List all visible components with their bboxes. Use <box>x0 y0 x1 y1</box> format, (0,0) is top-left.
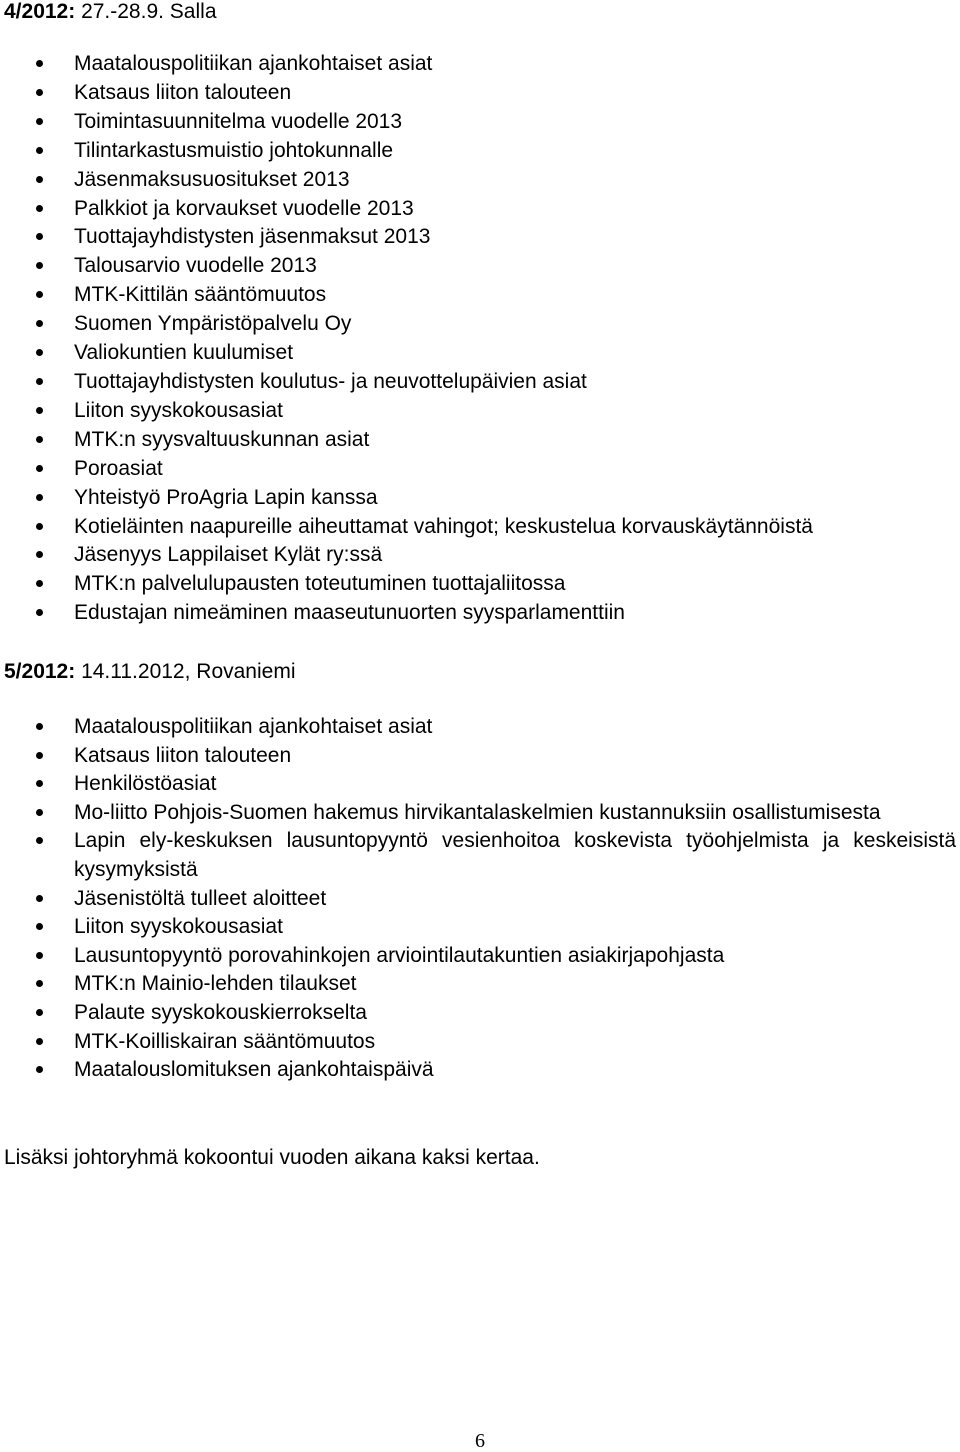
list-item-text: Maatalouslomituksen ajankohtaispäivä <box>74 1058 434 1082</box>
list-item-text: Lausuntopyyntö porovahinkojen arviointilautakuntien asiakirjapohjasta <box>74 943 725 967</box>
bullet-icon <box>36 1009 43 1016</box>
bullet-icon <box>36 407 43 414</box>
list-item <box>0 223 960 252</box>
list-item-text: Maatalouspolitiikan ajankohtaiset asiat <box>74 715 433 738</box>
bullet-icon <box>36 980 43 987</box>
bullet-icon <box>36 349 43 356</box>
bullet-icon <box>36 118 43 125</box>
list-item <box>0 513 960 542</box>
list-item-text: Liiton syyskokousasiat <box>74 915 283 939</box>
bullet-icon <box>36 233 43 240</box>
list-item <box>0 195 960 224</box>
meeting-number: 5/2012: <box>4 660 76 683</box>
list-item-text: Toimintasuunnitelma vuodelle 2013 <box>74 109 403 133</box>
list-item-text: Liiton syyskokousasiat <box>74 398 283 422</box>
list-item <box>0 1056 960 1085</box>
list-item <box>0 310 960 339</box>
bullet-icon <box>36 551 43 558</box>
list-item-text: Kotieläinten naapureille aiheuttamat vahingot; keskustelua korvauskäytännöistä <box>74 514 813 538</box>
list-item-text: Jäsenistöltä tulleet aloitteet <box>74 886 327 910</box>
list-item-text: Palkkiot ja korvaukset vuodelle 2013 <box>74 196 414 220</box>
list-item <box>0 339 960 368</box>
bullet-icon <box>36 89 43 96</box>
bullet-icon <box>36 291 43 298</box>
bullet-icon <box>36 723 43 730</box>
list-item <box>0 885 960 914</box>
list-item-text: Talousarvio vuodelle 2013 <box>74 254 317 278</box>
list-item-text: Poroasiat <box>74 456 163 480</box>
bullet-icon <box>36 837 43 844</box>
list-item-text: Katsaus liiton talouteen <box>74 743 292 767</box>
list-item <box>0 970 960 999</box>
list-item <box>0 50 960 79</box>
list-item <box>0 942 960 971</box>
list-item-text: MTK:n syysvaltuuskunnan asiat <box>74 427 370 451</box>
list-item <box>0 368 960 397</box>
list-item-text: Tilintarkastusmuistio johtokunnalle <box>74 138 394 162</box>
bullet-icon <box>36 952 43 959</box>
list-item <box>0 426 960 455</box>
bullet-icon <box>36 923 43 930</box>
list-item <box>0 541 960 570</box>
list-item <box>0 713 960 742</box>
agenda-list-5-2012 <box>0 713 960 1085</box>
bullet-icon <box>36 609 43 616</box>
list-item-text: Suomen Ympäristöpalvelu Oy <box>74 312 352 336</box>
section-heading-5-2012 <box>4 660 296 684</box>
list-item-text: Lapin ely-keskuksen lausuntopyyntö vesienhoitoa koskevista työohjelmista ja keskeisistä kysymyksistä <box>74 829 956 881</box>
list-item <box>0 742 960 771</box>
bullet-icon <box>36 1066 43 1073</box>
list-item <box>0 599 960 628</box>
meeting-date-place: 14.11.2012, Rovaniemi <box>75 660 296 683</box>
bullet-icon <box>36 262 43 269</box>
list-item-text: MTK:n Mainio-lehden tilaukset <box>74 972 357 996</box>
list-item-text: Jäsenmaksusuositukset 2013 <box>74 167 350 191</box>
list-item <box>0 252 960 281</box>
bullet-icon <box>36 176 43 183</box>
bullet-icon <box>36 205 43 212</box>
closing-paragraph: Lisäksi johtoryhmä kokoontui vuoden aikana kaksi kertaa. <box>4 1146 540 1169</box>
list-item-text: Tuottajayhdistysten koulutus- ja neuvottelupäivien asiat <box>74 369 587 393</box>
list-item-text: MTK:n palvelulupausten toteutuminen tuottajaliitossa <box>74 572 566 596</box>
bullet-icon <box>36 523 43 530</box>
list-item <box>0 397 960 426</box>
list-item-text: MTK-Koilliskairan sääntömuutos <box>74 1029 376 1053</box>
bullet-icon <box>36 580 43 587</box>
list-item <box>0 1028 960 1057</box>
list-item <box>0 281 960 310</box>
list-item-text: Henkilöstöasiat <box>74 772 217 796</box>
list-item <box>0 166 960 195</box>
list-item <box>0 455 960 484</box>
list-item-text: Katsaus liiton talouteen <box>74 80 292 104</box>
bullet-icon <box>36 147 43 154</box>
list-item <box>0 999 960 1028</box>
list-item-text: Jäsenyys Lappilaiset Kylät ry:ssä <box>74 543 383 567</box>
list-item <box>0 827 960 884</box>
list-item <box>0 913 960 942</box>
bullet-icon <box>36 895 43 902</box>
list-item <box>0 137 960 166</box>
bullet-icon <box>36 1038 43 1045</box>
meeting-number: 4/2012: <box>4 0 76 23</box>
bullet-icon <box>36 436 43 443</box>
list-item-text: Valiokuntien kuulumiset <box>74 341 294 365</box>
bullet-icon <box>36 494 43 501</box>
list-item <box>0 108 960 137</box>
list-item-text: Maatalouspolitiikan ajankohtaiset asiat <box>74 52 433 75</box>
list-item <box>0 79 960 108</box>
list-item <box>0 570 960 599</box>
agenda-list-4-2012 <box>0 50 960 628</box>
list-item-text: MTK-Kittilän sääntömuutos <box>74 283 327 307</box>
list-item-text: Palaute syyskokouskierrokselta <box>74 1000 367 1024</box>
section-heading-4-2012 <box>4 0 217 24</box>
bullet-icon <box>36 752 43 759</box>
bullet-icon <box>36 780 43 787</box>
bullet-icon <box>36 809 43 816</box>
list-item-text: Tuottajayhdistysten jäsenmaksut 2013 <box>74 225 431 249</box>
bullet-icon <box>36 465 43 472</box>
list-item-text: Mo-liitto Pohjois-Suomen hakemus hirvikantalaskelmien kustannuksiin osallistumisesta <box>74 800 881 824</box>
list-item <box>0 770 960 799</box>
bullet-icon <box>36 378 43 385</box>
list-item-text: Yhteistyö ProAgria Lapin kanssa <box>74 485 378 509</box>
meeting-date-place: 27.-28.9. Salla <box>75 0 217 23</box>
list-item-text: Edustajan nimeäminen maaseutunuorten syysparlamenttiin <box>74 601 625 625</box>
bullet-icon <box>36 60 43 67</box>
bullet-icon <box>36 320 43 327</box>
page-number: 6 <box>475 1430 485 1452</box>
list-item <box>0 484 960 513</box>
list-item <box>0 799 960 828</box>
